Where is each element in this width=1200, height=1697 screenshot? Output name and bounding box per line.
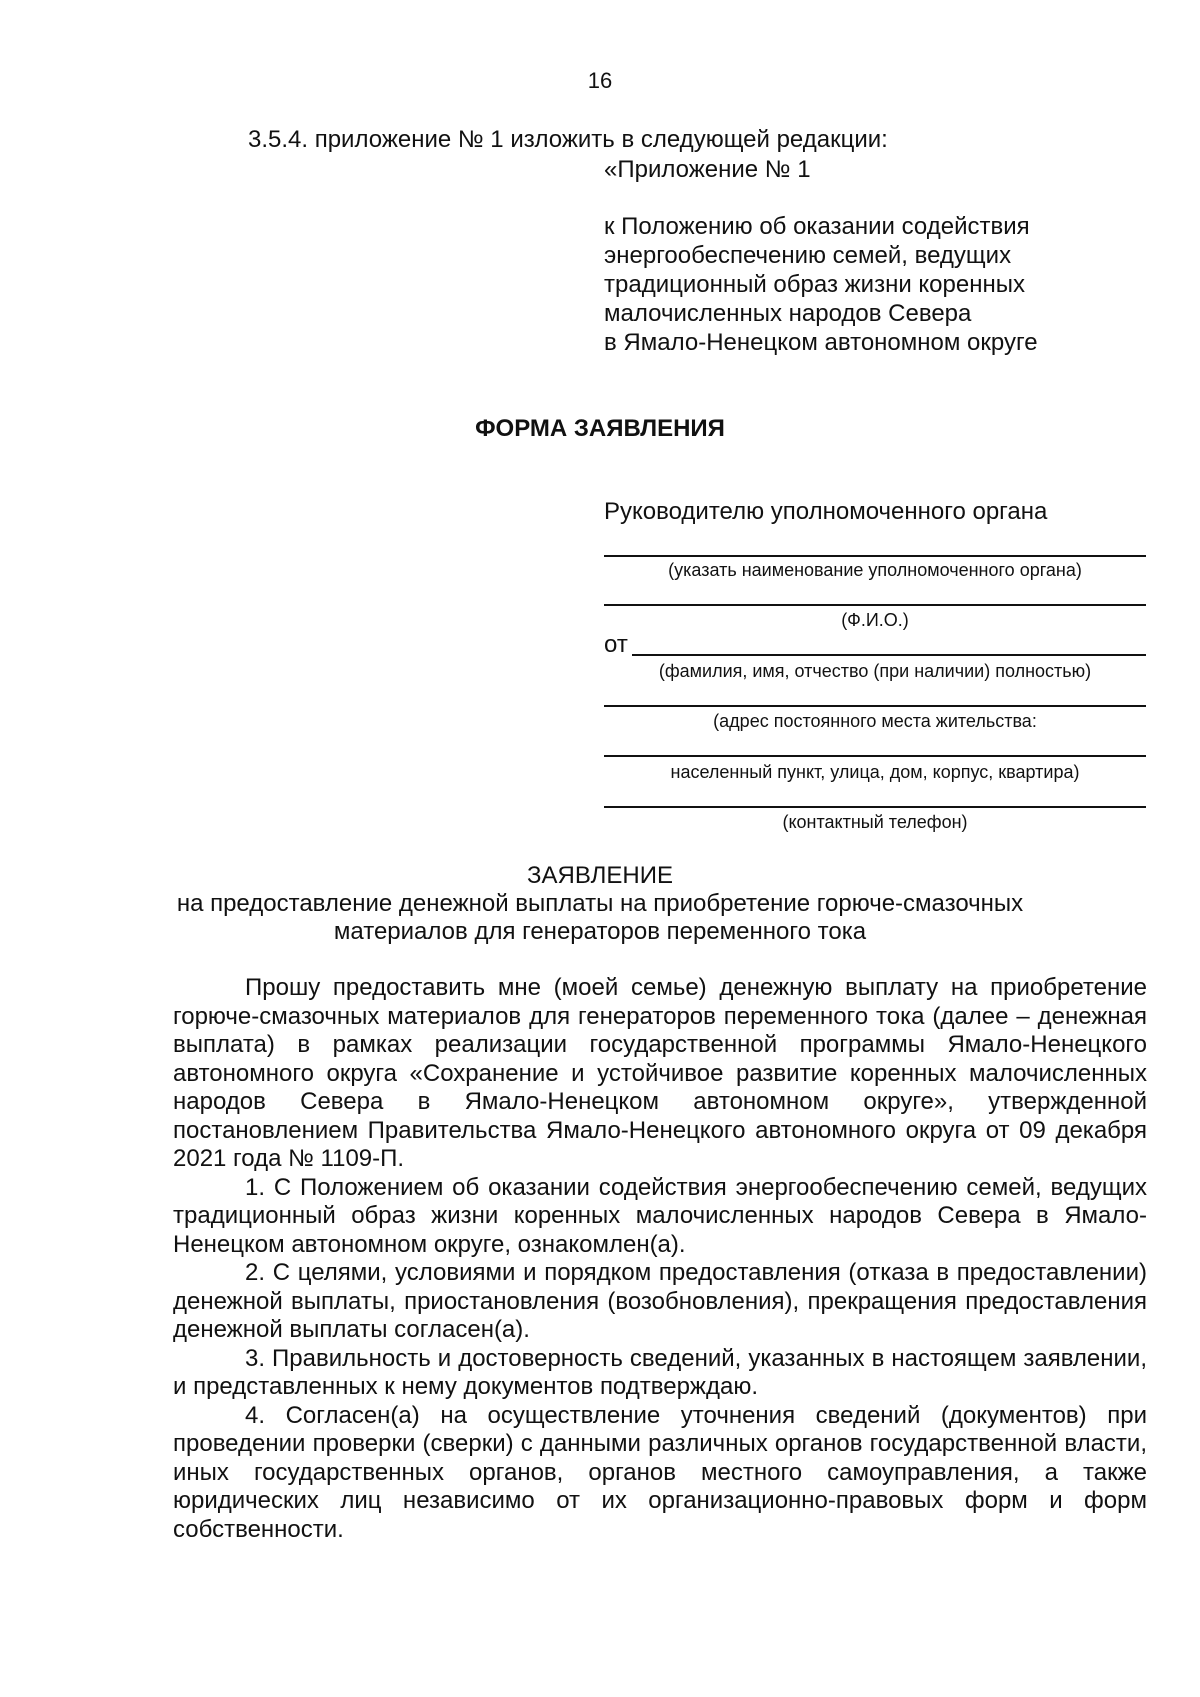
address-detail-field[interactable] (604, 755, 1146, 757)
appendix-subtitle-line: к Положению об оказании содействия (604, 213, 1030, 240)
applicant-name-caption: (фамилия, имя, отчество (при наличии) полностью) (658, 661, 1092, 681)
amendment-intro: 3.5.4. приложение № 1 изложить в следующей редакции: (248, 126, 888, 153)
paragraph-1: 1. С Положением об оказании содействия энергообеспечению семей, ведущих традиционный образ жизни коренных малочисленных народов Севера в Ямало-Ненецком автономном округе, ознакомлен(а). (173, 1173, 1147, 1258)
page-number: 16 (587, 68, 613, 93)
phone-caption: (контактный телефон) (782, 812, 968, 832)
from-label: от (604, 631, 628, 658)
appendix-subtitle-line: в Ямало-Ненецком автономном округе (604, 329, 1038, 356)
statement-subtitle (0, 890, 1200, 946)
address-detail-caption: населенный пункт, улица, дом, корпус, квартира) (670, 762, 1080, 782)
paragraph-4: 4. Согласен(а) на осуществление уточнения сведений (документов) при проведении проверки (сверки) с данными различных органов государственной власти, иных государственных органов, органов местного самоуправления, а также юридических лиц независимо от их организационно-правовых форм и форм собственности. (173, 1401, 1147, 1543)
applicant-name-field[interactable] (632, 654, 1146, 656)
paragraph-2: 2. С целями, условиями и порядком предоставления (отказа в предоставлении) денежной выплаты, приостановления (возобновления), прекращения предоставления денежной выплаты согласен(а). (173, 1259, 1147, 1343)
head-name-caption: (Ф.И.О.) (841, 610, 909, 630)
head-name-field[interactable] (604, 604, 1146, 606)
appendix-subtitle-line: малочисленных народов Севера (604, 300, 972, 327)
paragraph-request: Прошу предоставить мне (моей семье) денежную выплату на приобретение горюче-смазочных материалов для генераторов переменного тока (далее – денежная выплата) в рамках реализации государственной программы Ямало-Ненецкого автономного округа «Сохранение и устойчивое развитие коренных малочисленных народов Севера в Ямало-Ненецком автономном округе», утвержденной постановлением Правительства Ямало-Ненецкого автономного округа от 09 декабря 2021 года № 1109-П. (173, 974, 1147, 1172)
statement-subtitle-line: на предоставление денежной выплаты на приобретение горюче-смазочных (176, 890, 1024, 917)
statement-title: ЗАЯВЛЕНИЕ (527, 862, 673, 889)
appendix-subtitle-line: традиционный образ жизни коренных (604, 271, 1025, 298)
form-title: ФОРМА ЗАЯВЛЕНИЯ (475, 415, 725, 442)
paragraph-3: 3. Правильность и достоверность сведений, указанных в настоящем заявлении, и представленных к нему документов подтверждаю. (173, 1344, 1147, 1400)
appendix-title: «Приложение № 1 (604, 156, 811, 183)
statement-subtitle-line: материалов для генераторов переменного тока (333, 918, 867, 945)
authority-name-field[interactable] (604, 555, 1146, 557)
addressee-title: Руководителю уполномоченного органа (604, 498, 1048, 525)
appendix-subtitle-line: энергообеспечению семей, ведущих (604, 242, 1012, 269)
statement-body (173, 974, 1147, 1544)
authority-name-caption: (указать наименование уполномоченного органа) (668, 560, 1082, 580)
appendix-subtitle (604, 212, 1038, 357)
phone-field[interactable] (604, 806, 1146, 808)
address-field[interactable] (604, 705, 1146, 707)
address-caption: (адрес постоянного места жительства: (713, 711, 1037, 731)
